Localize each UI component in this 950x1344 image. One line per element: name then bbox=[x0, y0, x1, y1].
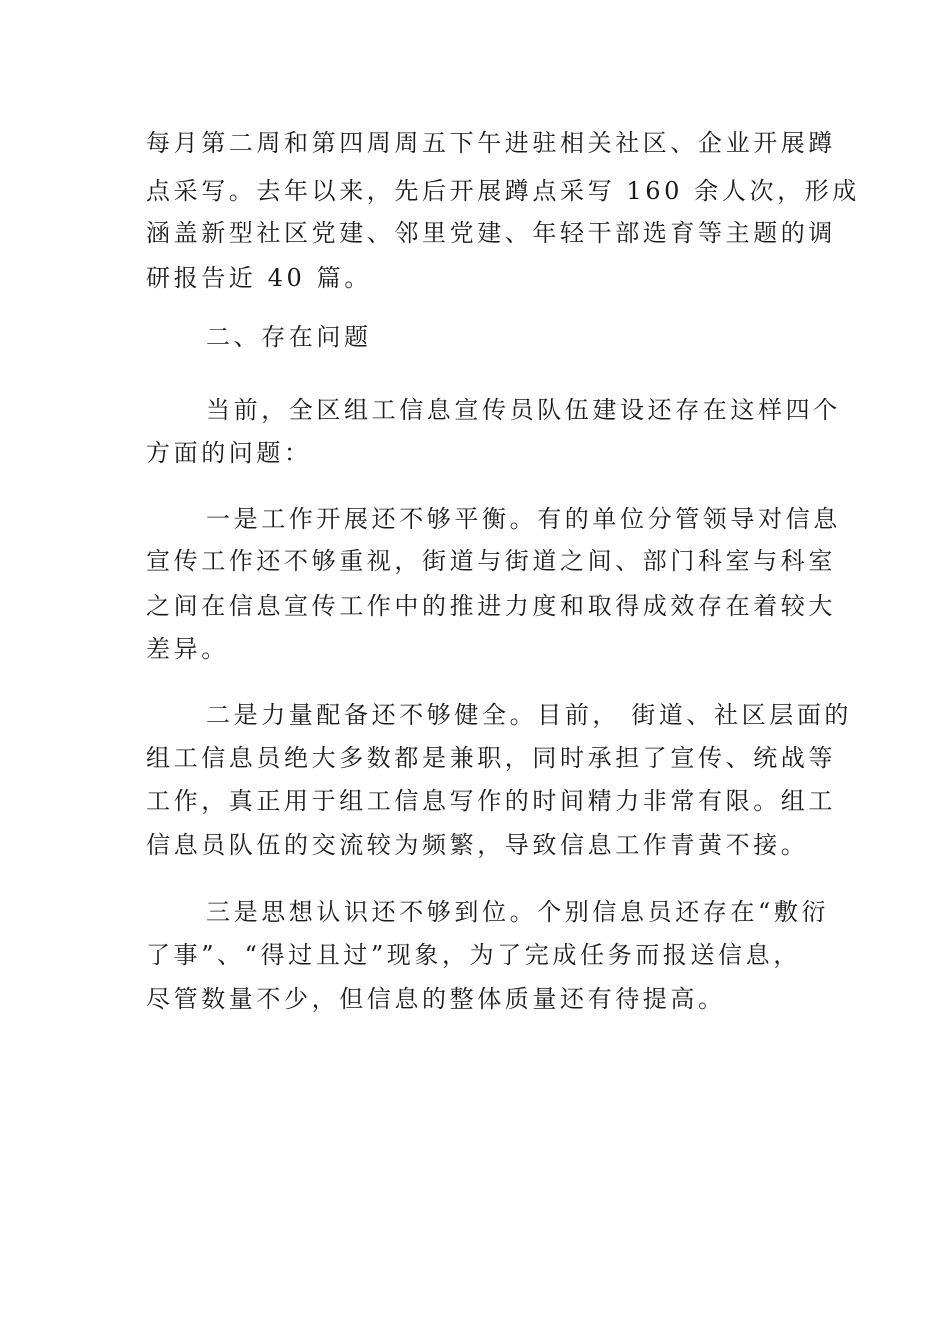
paragraph-line: 涵盖新型社区党建、邻里党建、年轻干部选育等主题的调 bbox=[146, 219, 836, 247]
paragraph-line: 三是思想认识还不够到位。个别信息员还存在“敷衍 bbox=[206, 898, 830, 926]
paragraph-line: 信息员队伍的交流较为频繁，导致信息工作青黄不接。 bbox=[146, 831, 809, 859]
paragraph-line: 组工信息员绝大多数都是兼职，同时承担了宣传、统战等 bbox=[146, 744, 836, 772]
paragraph-line: 一是工作开展还不够平衡。有的单位分管领导对信息 bbox=[206, 505, 841, 533]
paragraph-line: 差异。 bbox=[146, 635, 229, 663]
paragraph-line: 每月第二周和第四周周五下午进驻相关社区、企业开展蹲 bbox=[146, 129, 836, 157]
paragraph-line: 当前，全区组工信息宣传员队伍建设还存在这样四个 bbox=[206, 396, 841, 424]
paragraph-line: 宣传工作还不够重视，街道与街道之间、部门科室与科室 bbox=[146, 547, 836, 575]
paragraph-line: 研报告近 40 篇。 bbox=[146, 264, 372, 292]
paragraph-line: 二是力量配备还不够健全。目前， 街道、社区层面的 bbox=[206, 701, 853, 729]
section-heading: 二、存在问题 bbox=[206, 323, 372, 351]
paragraph-line: 点采写。去年以来，先后开展蹲点采写 160 余人次，形成 bbox=[146, 177, 860, 205]
paragraph-line: 方面的问题： bbox=[146, 439, 312, 467]
paragraph-line: 工作，真正用于组工信息写作的时间精力非常有限。组工 bbox=[146, 787, 836, 815]
paragraph-line: 尽管数量不少，但信息的整体质量还有待提高。 bbox=[146, 985, 726, 1013]
paragraph-line: 之间在信息宣传工作中的推进力度和取得成效存在着较大 bbox=[146, 592, 836, 620]
paragraph-line: 了事”、“得过且过”现象，为了完成任务而报送信息， bbox=[146, 941, 801, 969]
